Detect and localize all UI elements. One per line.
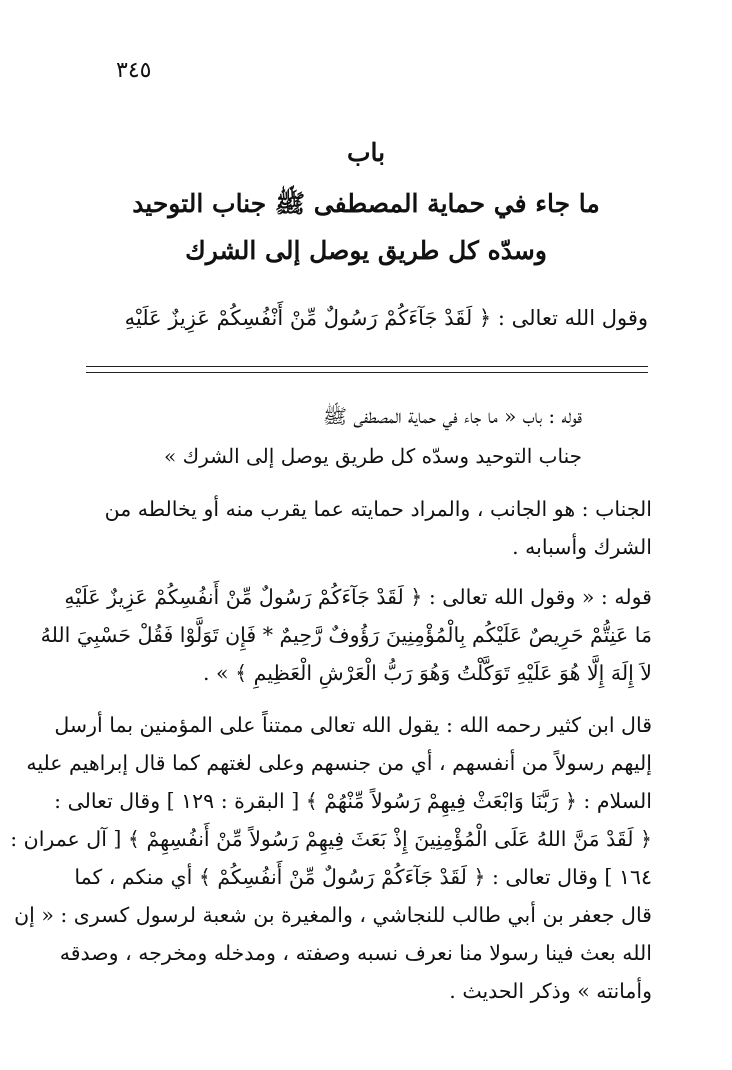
paragraph-definition xyxy=(78,490,652,566)
chapter-title-line-1: ما جاء في حماية المصطفى ﷺ جناب التوحيد xyxy=(132,189,600,218)
paragraph-line: الله بعث فينا رسولا منا نعرف نسبه وصفته ، ومدخله ومخرجه ، وصدقه xyxy=(59,941,652,965)
paragraph-line: قوله : « وقول الله تعالى : ﴿ لَقَدْ جَآءَكُمْ رَسُولٌ مِّنْ أَنفُسِكُمْ عَزِيزٌ عَلَيْهِ xyxy=(64,585,652,609)
paragraph-line: لاَ إِلَهَ إِلَّا هُوَ عَلَيْهِ تَوَكَّلْتُ وَهُوَ رَبُّ الْعَرْشِ الْعَظِيمِ ﴾ » . xyxy=(203,661,652,685)
commentary-heading-line-1: قوله : باب « ما جاء في حماية المصطفى ﷺ xyxy=(322,404,582,428)
intro-verse-line: وقول الله تعالى : ﴿ لَقَدْ جَآءَكُمْ رَسُولٌ مِّنْ أَنْفُسِكُمْ عَزِيزٌ عَلَيْهِ xyxy=(124,306,648,330)
paragraph-line: وأمانته » وذكر الحديث . xyxy=(449,979,652,1003)
chapter-label: باب xyxy=(346,138,386,167)
page-number: ٣٤٥ xyxy=(116,58,152,83)
paragraph-line: قال جعفر بن أبي طالب للنجاشي ، والمغيرة بن شعبة لرسول كسرى : « إن xyxy=(14,903,652,927)
paragraph-line: قال ابن كثير رحمه الله : يقول الله تعالى ممتناً على المؤمنين بما أرسل xyxy=(54,713,652,737)
commentary-heading xyxy=(162,396,582,476)
commentary-heading-line-2: جناب التوحيد وسدّه كل طريق يوصل إلى الشرك » xyxy=(164,444,582,468)
paragraph-line: الشرك وأسبابه . xyxy=(512,535,652,559)
paragraph-line: إليهم رسولاً من أنفسهم ، أي من جنسهم وعلى لغتهم كما قال إبراهيم عليه xyxy=(26,751,652,775)
chapter-title-line-2: وسدّه كل طريق يوصل إلى الشرك xyxy=(185,236,547,265)
paragraph-line: ١٦٤ ] وقال تعالى : ﴿ لَقَدْ جَآءَكُمْ رَسُولٌ مِّنْ أَنفُسِكُمْ ﴾ أي منكم ، كما xyxy=(74,865,652,889)
separator-rule-bottom xyxy=(86,372,648,373)
paragraph-line: مَا عَنِتُّمْ حَرِيصٌ عَلَيْكُم بِالْمُؤْمِنِينَ رَؤُوفٌ رَّحِيمٌ * فَإِن تَوَلَّوْا فَقُلْ حَسْبِيَ اللهُ xyxy=(40,623,652,647)
paragraph-verse-quote xyxy=(40,578,652,692)
paragraph-ibn-kathir xyxy=(10,706,652,1010)
separator-rule-top xyxy=(86,366,648,367)
paragraph-line: الجناب : هو الجانب ، والمراد حمايته عما يقرب منه أو يخالطه من xyxy=(104,497,652,521)
paragraph-line: السلام : ﴿ رَبَّنَا وَابْعَثْ فِيهِمْ رَسُولاً مِّنْهُمْ ﴾ [ البقرة : ١٢٩ ] وقال تعالى : xyxy=(54,789,652,813)
paragraph-line: ﴿ لَقَدْ مَنَّ اللهُ عَلَى الْمُؤْمِنِينَ إِذْ بَعَثَ فِيهِمْ رَسُولاً مِّنْ أَنفُسِهِمْ ﴾ [ آل عمران : xyxy=(10,827,652,851)
